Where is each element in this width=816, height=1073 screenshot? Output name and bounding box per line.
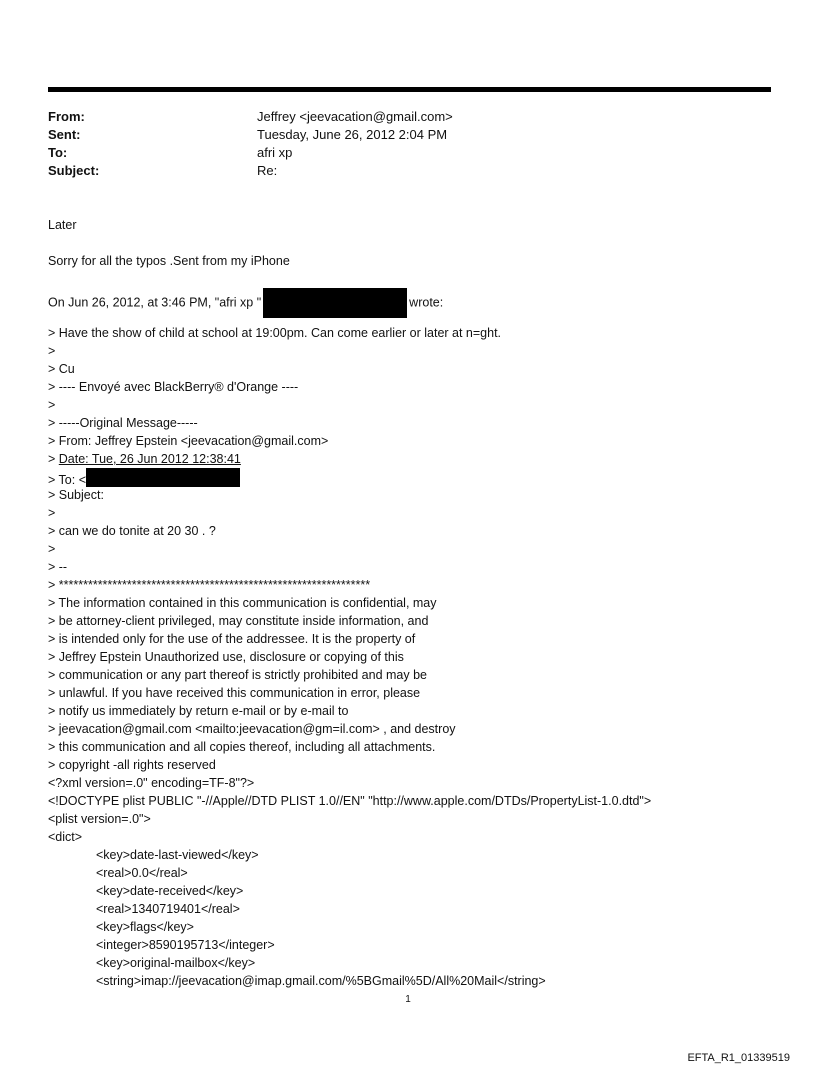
disclaimer-line: > is intended only for the use of the addressee. It is the property of bbox=[48, 632, 416, 646]
xml-line: <real>0.0</real> bbox=[96, 866, 188, 880]
body-later: Later bbox=[48, 218, 77, 232]
spacer bbox=[48, 270, 788, 288]
quoted-line: > **************************************************************** bbox=[48, 578, 371, 592]
xml-line: <string>imap://jeevacation@imap.gmail.com/%5BGmail%5D/All%20Mail</string> bbox=[96, 974, 546, 988]
disclaimer-line: > this communication and all copies thereof, including all attachments. bbox=[48, 740, 436, 754]
email-body bbox=[48, 216, 788, 990]
xml-line: <key>flags</key> bbox=[96, 920, 194, 934]
quoted-date-line bbox=[48, 450, 788, 468]
quoted-line: > ---- Envoyé avec BlackBerry® d'Orange ---- bbox=[48, 380, 299, 394]
quoted-line: > can we do tonite at 20 30 . ? bbox=[48, 524, 216, 538]
header-rule bbox=[48, 87, 771, 92]
from-label: From: bbox=[48, 109, 85, 124]
disclaimer-line: > be attorney-client privileged, may constitute inside information, and bbox=[48, 614, 429, 628]
quoted-line: > bbox=[48, 506, 56, 520]
sent-row bbox=[48, 126, 748, 144]
disclaimer-line: > jeevacation@gmail.com <mailto:jeevacation@gm=il.com> , and destroy bbox=[48, 722, 456, 736]
page-number: 1 bbox=[405, 994, 411, 1005]
spacer bbox=[48, 234, 788, 252]
disclaimer-line: > Jeffrey Epstein Unauthorized use, disclosure or copying of this bbox=[48, 650, 404, 664]
wrote-line bbox=[48, 288, 788, 310]
quoted-line: > From: Jeffrey Epstein <jeevacation@gmail.com> bbox=[48, 434, 329, 448]
subject-row bbox=[48, 162, 748, 180]
sent-label: Sent: bbox=[48, 127, 81, 142]
disclaimer-line: > copyright -all rights reserved bbox=[48, 758, 216, 772]
to-label: To: bbox=[48, 145, 68, 160]
xml-line: <!DOCTYPE plist PUBLIC "-//Apple//DTD PLIST 1.0//EN" "http://www.apple.com/DTDs/PropertyList-1.0.dtd"> bbox=[48, 794, 652, 808]
quoted-line: > Cu bbox=[48, 362, 75, 376]
quoted-line: > bbox=[48, 542, 56, 556]
quoted-line: > -- bbox=[48, 560, 68, 574]
disclaimer-line: > The information contained in this communication is confidential, may bbox=[48, 596, 437, 610]
subject-label: Subject: bbox=[48, 163, 100, 178]
xml-line: <key>date-last-viewed</key> bbox=[96, 848, 259, 862]
email-header bbox=[48, 108, 748, 180]
xml-line: <integer>8590195713</integer> bbox=[96, 938, 275, 952]
disclaimer-line: > communication or any part thereof is strictly prohibited and may be bbox=[48, 668, 428, 682]
xml-line: <plist version=.0"> bbox=[48, 812, 151, 826]
disclaimer-line: > unlawful. If you have received this communication in error, please bbox=[48, 686, 421, 700]
xml-line: <key>original-mailbox</key> bbox=[96, 956, 256, 970]
wrote-suffix: wrote: bbox=[409, 295, 444, 310]
from-row bbox=[48, 108, 748, 126]
quoted-line: > Have the show of child at school at 19:00pm. Can come earlier or later at n=ght. bbox=[48, 326, 502, 340]
quoted-date-prefix: > bbox=[48, 452, 59, 466]
xml-line: <key>date-received</key> bbox=[96, 884, 244, 898]
xml-line: <real>1340719401</real> bbox=[96, 902, 240, 916]
sent-value: Tuesday, June 26, 2012 2:04 PM bbox=[257, 127, 448, 142]
from-value: Jeffrey <jeevacation@gmail.com> bbox=[257, 109, 453, 124]
to-value: afri xp bbox=[257, 145, 293, 160]
quoted-line: > -----Original Message----- bbox=[48, 416, 198, 430]
redaction-box bbox=[86, 468, 240, 487]
redaction-box bbox=[263, 288, 407, 318]
quoted-line: > Subject: bbox=[48, 488, 104, 502]
quoted-to-prefix: > To: < bbox=[48, 473, 86, 487]
quoted-line: > bbox=[48, 344, 56, 358]
document-id: EFTA_R1_01339519 bbox=[687, 1052, 790, 1064]
disclaimer-line: > notify us immediately by return e-mail or by e-mail to bbox=[48, 704, 349, 718]
wrote-prefix: On Jun 26, 2012, at 3:46 PM, "afri xp " bbox=[48, 295, 262, 310]
quoted-to-line bbox=[48, 468, 788, 486]
body-signature: Sorry for all the typos .Sent from my iPhone bbox=[48, 254, 290, 268]
quoted-line: > bbox=[48, 398, 56, 412]
quoted-date: Date: Tue, 26 Jun 2012 12:38:41 bbox=[58, 452, 241, 466]
subject-value: Re: bbox=[257, 163, 278, 178]
xml-line: <?xml version=.0" encoding=TF-8"?> bbox=[48, 776, 255, 790]
xml-line: <dict> bbox=[48, 830, 83, 844]
to-row bbox=[48, 144, 748, 162]
